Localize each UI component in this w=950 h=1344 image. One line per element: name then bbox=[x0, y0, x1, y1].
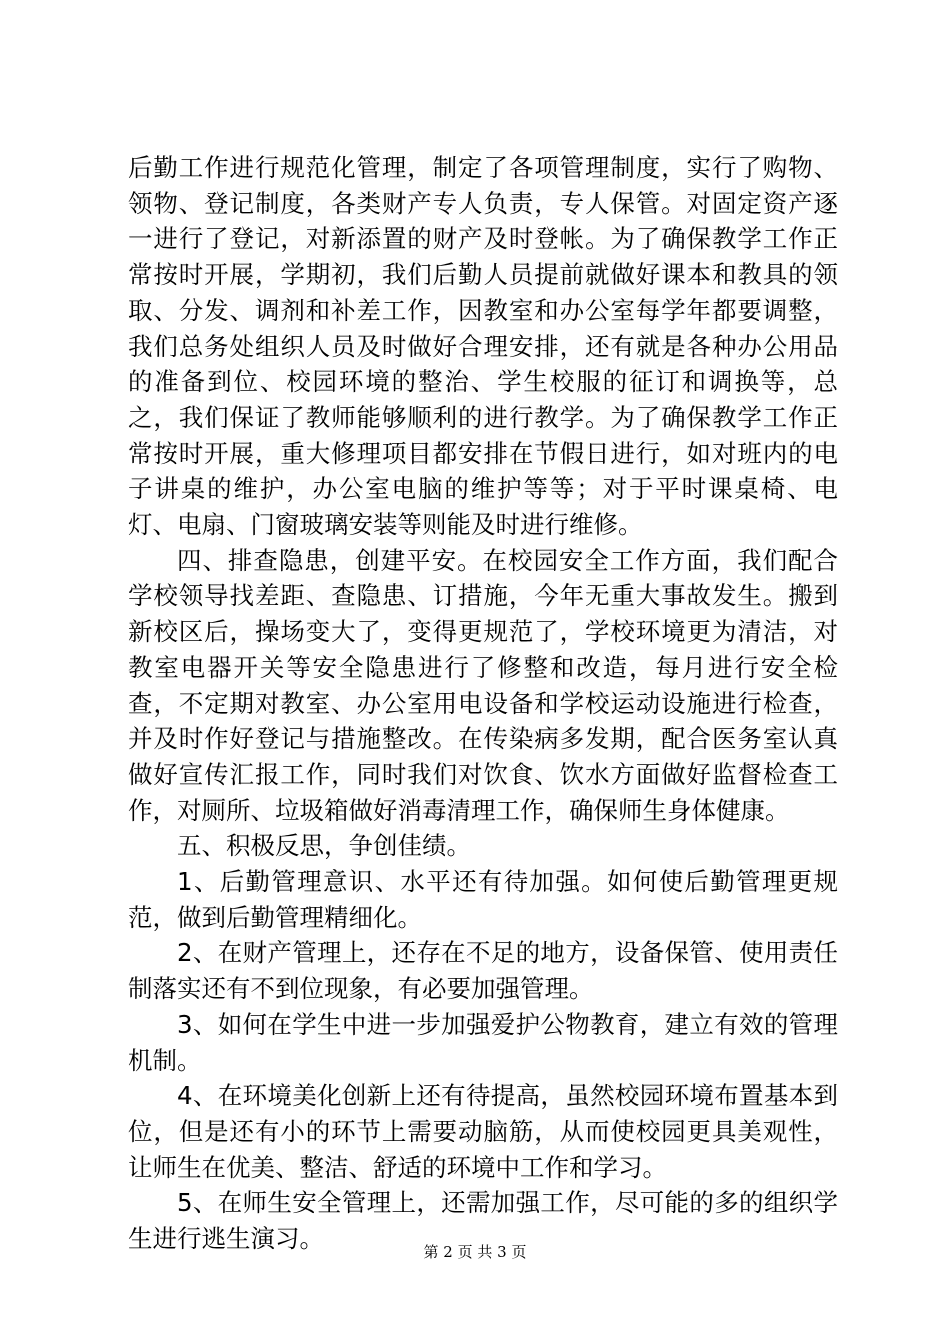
page-footer: 第 2 页 共 3 页 bbox=[423, 1243, 527, 1261]
list-item-2: 2、在财产管理上，还存在不足的地方，设备保管、使用责任制落实还有不到位现象，有必要加强管理。 bbox=[128, 938, 838, 1004]
section-five-heading: 五、积极反思，争创佳绩。 bbox=[177, 831, 471, 861]
list-item-5: 5、在师生安全管理上，还需加强工作，尽可能的多的组织学生进行逃生演习。 bbox=[128, 1188, 838, 1254]
list-item-3: 3、如何在学生中进一步加强爱护公物教育，建立有效的管理机制。 bbox=[128, 1009, 838, 1075]
list-item-1: 1、后勤管理意识、水平还有待加强。如何使后勤管理更规范，做到后勤管理精细化。 bbox=[128, 867, 838, 932]
section-four-paragraph: 四、排查隐患，创建平安。在校园安全工作方面，我们配合学校领导找差距、查隐患、订措施，今年无重大事故发生。搬到新校区后，操场变大了，变得更规范了，学校环境更为清洁，对教室电器开关等安全隐患进行了修整和改造，每月进行安全检查，不定期对教室、办公室用电设备和学校运动设施进行检查，并及时作好登记与措施整改。在传染病多发期，配合医务室认真做好宣传汇报工作，同时我们对饮食、饮水方面做好监督检查工作，对厕所、垃圾箱做好消毒清理工作，确保师生身体健康。 bbox=[128, 545, 838, 825]
continued-paragraph: 后勤工作进行规范化管理，制定了各项管理制度，实行了购物、领物、登记制度，各类财产专人负责，专人保管。对固定资产逐一进行了登记，对新添置的财产及时登帐。为了确保教学工作正常按时开展，学期初，我们后勤人员提前就做好课本和教具的领取、分发、调剂和补差工作，因教室和办公室每学年都要调整，我们总务处组织人员及时做好合理安排，还有就是各种办公用品的准备到位、校园环境的整治、学生校服的征订和调换等，总之，我们保证了教师能够顺利的进行教学。为了确保教学工作正常按时开展，重大修理项目都安排在节假日进行，如对班内的电子讲桌的维护，办公室电脑的维护等等；对于平时课桌椅、电灯、电扇、门窗玻璃安装等则能及时进行维修。 bbox=[128, 153, 838, 540]
document-body bbox=[128, 150, 838, 1257]
list-item-4: 4、在环境美化创新上还有待提高，虽然校园环境布置基本到位，但是还有小的环节上需要动脑筋，从而使校园更具美观性，让师生在优美、整洁、舒适的环境中工作和学习。 bbox=[128, 1081, 838, 1182]
